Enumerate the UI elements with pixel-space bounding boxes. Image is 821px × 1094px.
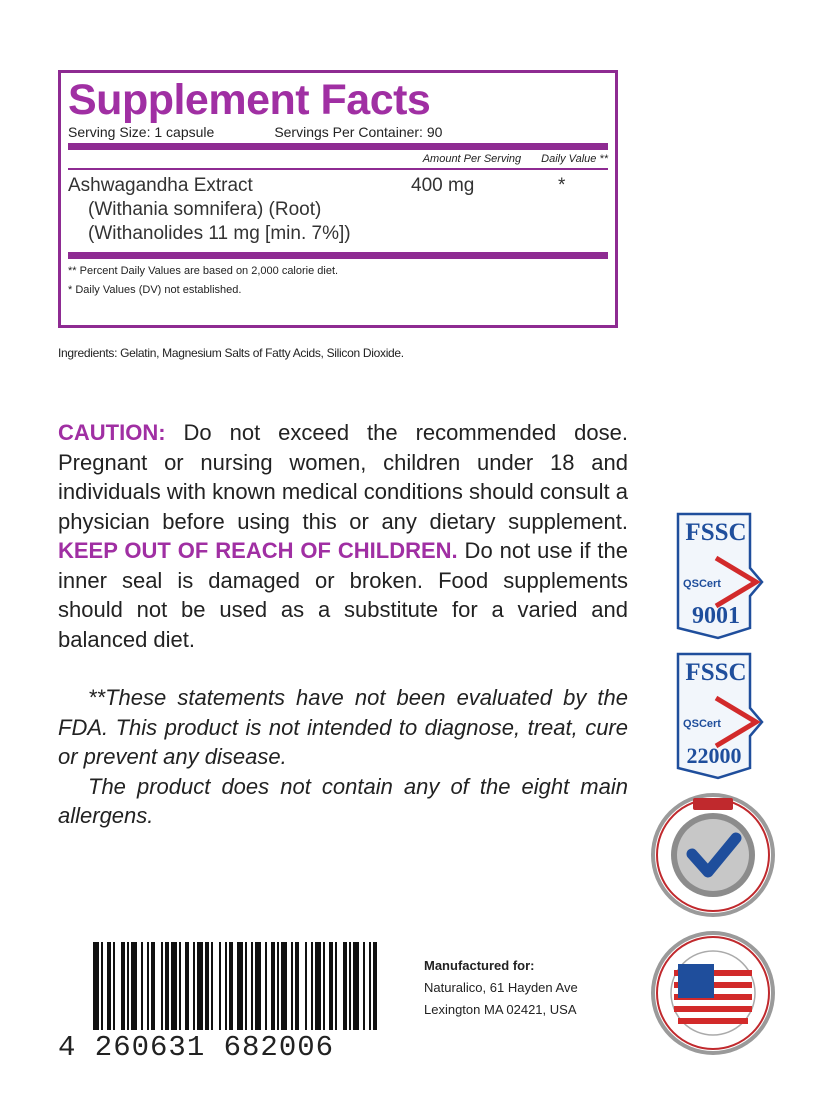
- barcode-bar: [311, 942, 313, 1030]
- ingredients-line: Ingredients: Gelatin, Magnesium Salts of Fatty Acids, Silicon Dioxide.: [58, 346, 404, 360]
- barcode-bars: [58, 942, 388, 1030]
- servings-per-container: Servings Per Container: 90: [274, 124, 443, 140]
- ingredient-row: [68, 174, 608, 246]
- keep-out-of-reach: KEEP OUT OF REACH OF CHILDREN.: [58, 538, 458, 563]
- barcode-bar: [255, 942, 261, 1030]
- barcode-bar: [121, 942, 125, 1030]
- daily-value-header: Daily Value **: [541, 153, 608, 165]
- caution-text-1: Do not exceed the recommended dose. Pregnant or nursing women, children under 18 and individuals with known medical conditions should consult a physician before using this or any dietary supplement.: [58, 420, 628, 534]
- fssc2-top-text: FSSC: [685, 659, 747, 686]
- barcode-bar: [113, 942, 115, 1030]
- barcode-bar: [197, 942, 203, 1030]
- barcode-bar: [229, 942, 233, 1030]
- barcode-bar: [265, 942, 267, 1030]
- barcode-bar: [277, 942, 279, 1030]
- ingredient-standardization: (Withanolides 11 mg [min. 7%]): [88, 223, 351, 244]
- serving-size: Serving Size: 1 capsule: [68, 124, 215, 140]
- divider-thin: [68, 168, 608, 170]
- made-in-usa-flag-seal-icon: [648, 928, 778, 1058]
- allergen-statement: The product does not contain any of the eight main allergens.: [58, 773, 628, 828]
- barcode-bar: [291, 942, 293, 1030]
- barcode-bar: [219, 942, 221, 1030]
- barcode-bar: [245, 942, 247, 1030]
- fssc2-bottom-text: 22000: [686, 743, 742, 768]
- ingredient-amount: 400 mg: [411, 175, 475, 196]
- barcode-bar: [335, 942, 337, 1030]
- footnote-dv-not-established: * Daily Values (DV) not established.: [68, 284, 242, 296]
- barcode-bar: [237, 942, 243, 1030]
- barcode-bar: [369, 942, 371, 1030]
- barcode-bar: [185, 942, 189, 1030]
- barcode-bar: [179, 942, 181, 1030]
- barcode-bar: [127, 942, 129, 1030]
- barcode-bar: [373, 942, 377, 1030]
- fssc1-bottom-text: 9001: [692, 603, 740, 629]
- barcode-bar: [305, 942, 307, 1030]
- amount-header: Amount Per Serving: [422, 153, 522, 165]
- supplement-facts-panel: [58, 70, 618, 328]
- fssc1-top-text: FSSC: [685, 519, 747, 546]
- ingredient-name: Ashwagandha Extract: [68, 175, 253, 196]
- barcode-bar: [363, 942, 365, 1030]
- barcode-bar: [165, 942, 169, 1030]
- barcode-bar: [205, 942, 209, 1030]
- column-headers: [68, 153, 608, 165]
- barcode-bar: [93, 942, 99, 1030]
- barcode-bar: [225, 942, 227, 1030]
- barcode-bar: [193, 942, 195, 1030]
- barcode-bar: [323, 942, 325, 1030]
- barcode-bar: [281, 942, 287, 1030]
- barcode-bar: [101, 942, 103, 1030]
- barcode-bar: [353, 942, 359, 1030]
- fssc2-qscert-text: QSCert: [683, 718, 721, 730]
- fssc-22000-badge: [672, 650, 764, 780]
- ingredient-botanical: (Withania somnifera) (Root): [88, 199, 322, 220]
- divider-thick-bottom: [68, 252, 608, 259]
- fda-disclaimer: **These statements have not been evaluated by the FDA. This product is not intended to diagnose, treat, cure or prevent any disease.: [58, 685, 628, 769]
- caution-text-2: Do not use if the inner seal is damaged or broken. Food supplements should not be used as a substitute for a varied and balanced diet.: [58, 538, 628, 652]
- barcode-bar: [251, 942, 253, 1030]
- gmp-certified-check-seal-icon: [648, 790, 778, 920]
- ingredient-daily-value: *: [558, 175, 566, 196]
- barcode-bar: [107, 942, 111, 1030]
- barcode-bar: [295, 942, 299, 1030]
- footnote-percent-dv: ** Percent Daily Values are based on 2,000 calorie diet.: [68, 265, 339, 277]
- fssc1-qscert-text: QSCert: [683, 578, 721, 590]
- barcode: [58, 942, 388, 1064]
- barcode-number: 4 260631 682006: [58, 1031, 335, 1064]
- fssc-9001-badge: [672, 510, 764, 640]
- caution-paragraph: [58, 418, 628, 654]
- barcode-bar: [343, 942, 347, 1030]
- barcode-bar: [131, 942, 137, 1030]
- barcode-bar: [329, 942, 333, 1030]
- manufacturer-title: Manufactured for:: [424, 958, 535, 973]
- barcode-bar: [211, 942, 213, 1030]
- barcode-bar: [349, 942, 351, 1030]
- barcode-bar: [271, 942, 275, 1030]
- manufacturer-address-2: Lexington MA 02421, USA: [424, 1002, 577, 1017]
- barcode-bar: [141, 942, 143, 1030]
- divider-thick: [68, 143, 608, 150]
- manufacturer-address-1: Naturalico, 61 Hayden Ave: [424, 980, 578, 995]
- serving-row: [68, 124, 608, 140]
- caution-label: CAUTION:: [58, 420, 166, 445]
- barcode-bar: [151, 942, 155, 1030]
- barcode-bar: [171, 942, 177, 1030]
- barcode-bar: [161, 942, 163, 1030]
- manufacturer-block: [424, 955, 578, 1021]
- barcode-bar: [147, 942, 149, 1030]
- facts-title: Supplement Facts: [68, 76, 431, 124]
- barcode-bar: [315, 942, 321, 1030]
- fda-statement: [58, 683, 628, 831]
